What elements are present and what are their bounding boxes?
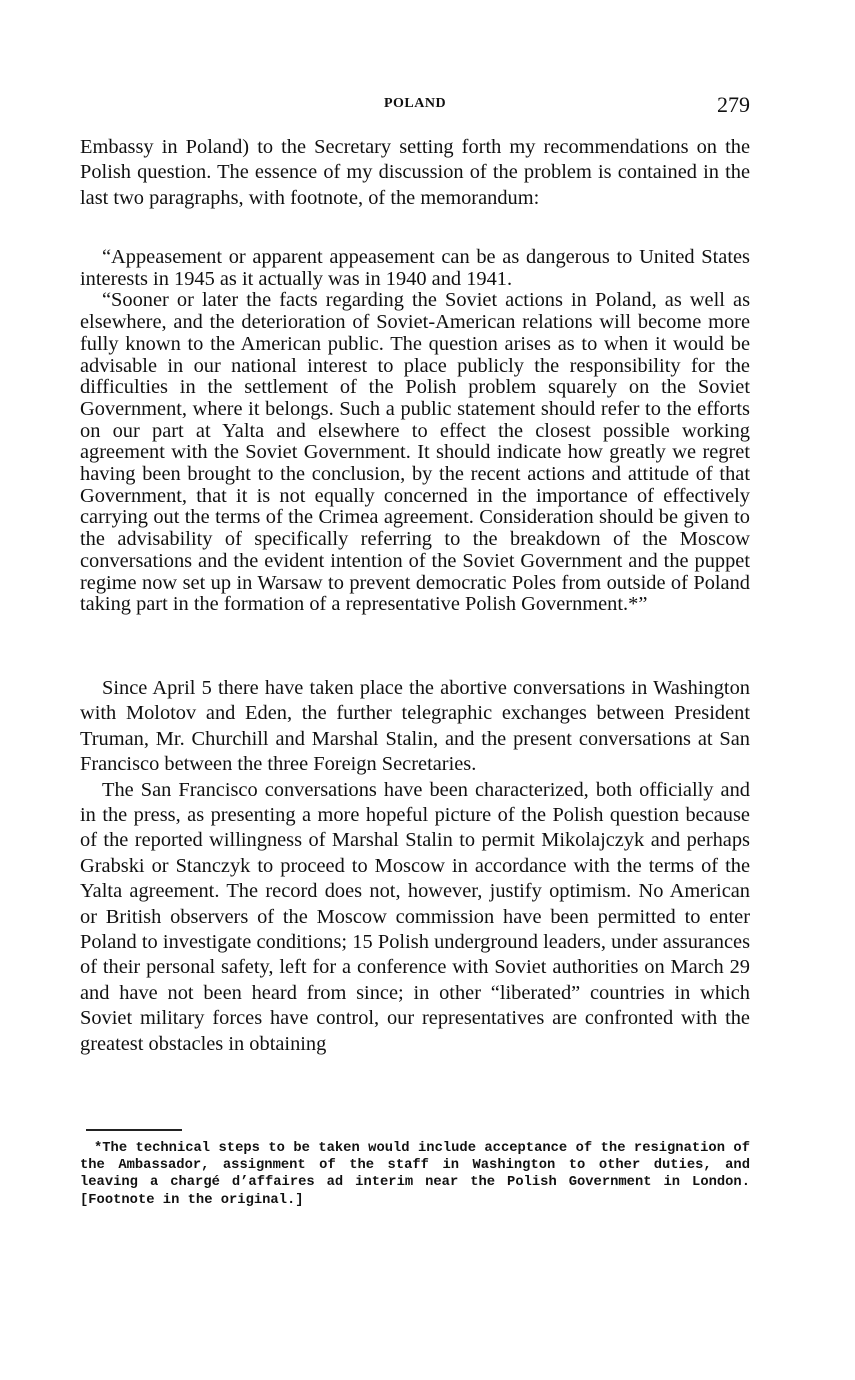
page-number: 279 [717,92,750,117]
running-title: POLAND [383,96,447,111]
paragraph-text: Embassy in Poland) to the Secretary setting forth my recommendations on the Polish question. The essence of my discussion of the problem is contained in the last two paragraphs, with footnote, of the memorandum: [80,136,750,209]
footnote: *The technical steps to be taken would include acceptance of the resignation of the Ambassador, assignment of the staff in Washington to other duties, and leaving a chargé d’affaires ad interim near the Polish Government in London. [Footnote in the original.] [80,1141,750,1208]
memorandum-quotation [80,247,750,616]
opening-paragraph [80,135,750,211]
quotation-paragraph-2: “Sooner or later the facts regarding the Soviet actions in Poland, as well as elsewhere, and the deterioration of Soviet-American relations will become more fully known to the American public. The question arises as to when it would be advisable in our national interest to place publicly the responsibility for the difficulties in the settlement of the Polish problem squarely on the Soviet Government, where it belongs. Such a public statement should refer to the efforts on our part at Yalta and elsewhere to effect the closest possible working agreement with the Soviet Government. It should indicate how greatly we regret having been brought to the conclusion, by the recent actions and attitude of that Government, that it is not equally concerned in the importance of effectively carrying out the terms of the Crimea agreement. Consideration should be given to the advisability of specifically referring to the breakdown of the Moscow conversations and the evident intention of the Soviet Government and the puppet regime now set up in Warsaw to prevent democratic Poles from outside of Poland taking part in the formation of a representative Polish Government.*” [80,289,750,616]
main-text [80,676,750,1057]
running-head [80,92,750,122]
quotation-paragraph-1: “Appeasement or apparent appeasement can be as dangerous to United States interests in 1945 as it actually was in 1940 and 1941. [80,246,750,290]
footnote-divider [86,1129,182,1131]
paragraph-since-april: Since April 5 there have taken place the abortive conversations in Washington with Molotov and Eden, the further telegraphic exchanges between President Truman, Mr. Churchill and Marshal Stalin, and the present conversations at San Francisco between the three Foreign Secretaries. [80,677,750,776]
paragraph-san-francisco: The San Francisco conversations have been characterized, both officially and in the press, as presenting a more hopeful picture of the Polish question because of the reported willingness of Marshal Stalin to permit Mikolajczyk and perhaps Grabski or Stanczyk to proceed to Moscow in accordance with the terms of the Yalta agreement. The record does not, however, justify optimism. No American or British observers of the Moscow commission have been permitted to enter Poland to investigate conditions; 15 Polish underground leaders, under assurances of their personal safety, left for a conference with Soviet authorities on March 29 and have not been heard from since; in other “liberated” countries in which Soviet military forces have control, our representatives are confronted with the greatest obstacles in obtaining [80,778,750,1055]
